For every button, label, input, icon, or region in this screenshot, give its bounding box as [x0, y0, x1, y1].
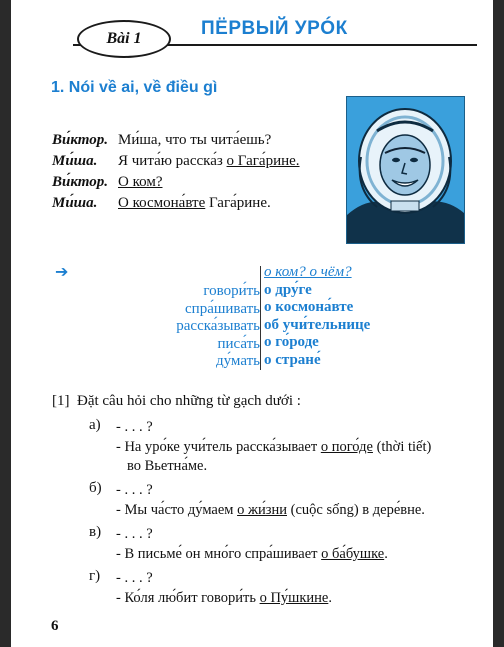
item-letter: б)	[89, 480, 102, 496]
answer-continuation: во Вьетна́ме.	[127, 458, 208, 474]
object-list	[264, 264, 370, 369]
line-text: Ми́ша, что ты чита́ешь?	[118, 132, 272, 148]
speaker: Ми́ша.	[52, 153, 98, 169]
answer-text: - На уро́ке учи́тель расска́зывает	[116, 439, 321, 455]
item-letter: а)	[89, 417, 101, 433]
speaker: Ви́ктор.	[52, 132, 108, 148]
answer-text: .	[328, 590, 332, 606]
object-item: об учи́тельнице	[264, 316, 371, 333]
dialog	[52, 130, 300, 214]
line-text: Я чита́ю расска́з	[118, 153, 227, 169]
underlined-text: о пого́де	[320, 439, 373, 455]
verb-item: ду́мать	[216, 353, 260, 369]
cosmonaut-photo	[346, 96, 465, 244]
answer-sentence	[116, 500, 425, 520]
underlined-text: О ком?	[118, 174, 163, 190]
dialog-line	[52, 172, 300, 193]
verb-item: спра́шивать	[185, 300, 260, 317]
verb-item: говори́ть	[203, 283, 260, 299]
verb-item: расска́зывать	[176, 318, 260, 334]
object-item: о стране́	[264, 351, 321, 368]
arrow-icon: ➔	[55, 262, 69, 281]
answer-sentence	[116, 544, 388, 564]
dialog-line	[52, 193, 300, 214]
underlined-text: о жи́зни	[237, 502, 287, 518]
question-placeholder: - . . . ?	[116, 526, 153, 542]
answer-text: .	[384, 546, 388, 562]
table-divider	[260, 266, 261, 370]
answer-sentence	[116, 437, 486, 457]
object-item: о го́роде	[264, 334, 319, 350]
object-item: о дру́ге	[264, 281, 312, 298]
lesson-title: ПЁРВЫЙ УРÓК	[201, 18, 348, 39]
question-placeholder: - . . . ?	[116, 570, 153, 586]
underlined-text: О космона́вте	[118, 195, 206, 211]
section-title: 1. Nói về ai, về điều gì	[51, 79, 218, 96]
lesson-badge	[77, 20, 171, 58]
answer-text: - Ко́ля лю́бит говори́ть	[116, 590, 260, 606]
dialog-line	[52, 130, 300, 151]
page-number: 6	[51, 618, 59, 634]
object-item: о космона́вте	[264, 299, 354, 315]
line-text: Гага́рине.	[205, 195, 271, 211]
underlined-text: о Пу́шкине	[259, 590, 329, 606]
underlined-text: о ба́бушке	[321, 546, 385, 562]
answer-text: - Мы ча́сто ду́маем	[116, 502, 238, 518]
answer-text: (thời tiết)	[372, 439, 432, 455]
speaker: Ми́ша.	[52, 195, 98, 211]
verb-item: писа́ть	[217, 335, 260, 352]
dialog-line	[52, 151, 300, 172]
question-placeholder: - . . . ?	[116, 482, 153, 498]
answer-text: (cuộc sống) в дере́вне.	[287, 502, 425, 518]
question-placeholder: - . . . ?	[116, 419, 153, 435]
answer-sentence	[116, 588, 332, 608]
lesson-label: Bài 1	[106, 30, 142, 47]
item-letter: в)	[89, 524, 102, 540]
speaker: Ви́ктор.	[52, 174, 108, 190]
underlined-text: о Гага́рине.	[226, 153, 300, 169]
object-list-header: о ком? о чём?	[264, 264, 352, 280]
verb-list	[146, 283, 260, 371]
answer-text: - В письме́ он мно́го спра́шивает	[116, 546, 322, 562]
textbook-page	[11, 0, 493, 647]
item-letter: г)	[89, 568, 101, 584]
exercise-instruction: [1] Đặt câu hỏi cho những từ gạch dưới :	[52, 393, 301, 409]
